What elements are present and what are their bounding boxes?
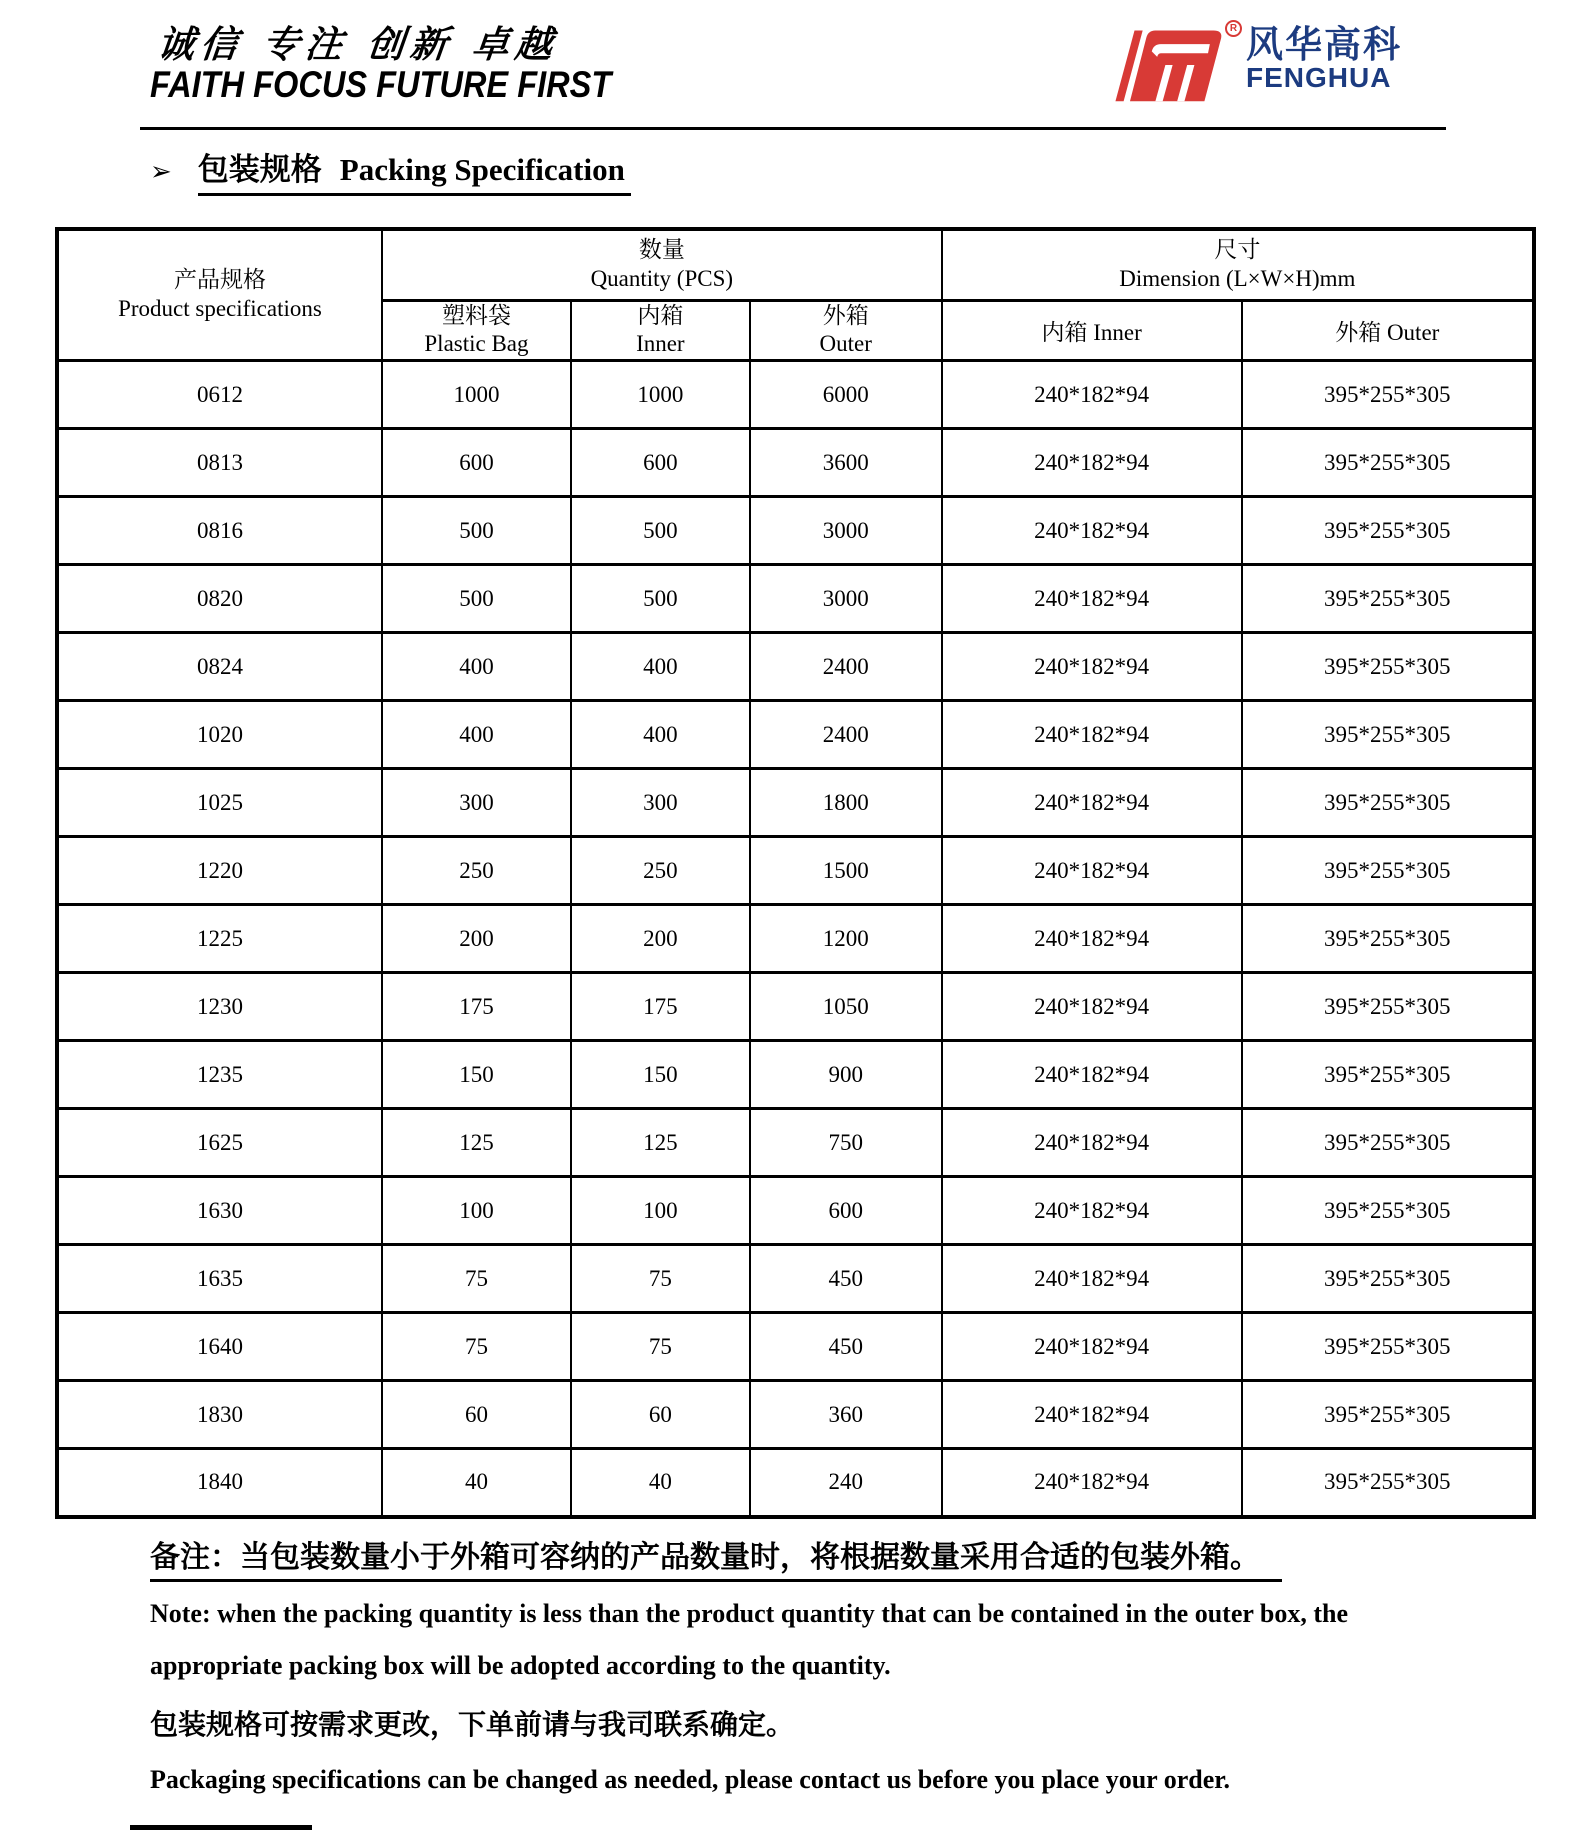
product-spec-cell: 0820 (57, 565, 382, 633)
section-title-chinese: 包装规格 (197, 152, 322, 187)
plastic-bag-qty-cell: 500 (382, 565, 571, 633)
slogan-chinese: 诚信 专注 创新 卓越 (155, 22, 561, 66)
product-spec-cell: 1020 (57, 701, 382, 769)
note-english-line3: Packaging specifications can be changed as needed, please contact us before you place your order. (150, 1764, 1230, 1794)
plastic-bag-qty-cell: 250 (382, 837, 571, 905)
plastic-bag-qty-cell: 200 (382, 905, 571, 973)
inner-dimension-cell: 240*182*94 (942, 701, 1242, 769)
product-spec-cell: 1230 (57, 973, 382, 1041)
outer-dimension-cell: 395*255*305 (1242, 905, 1534, 973)
table-body (57, 361, 1534, 1517)
col-group-quantity (382, 229, 942, 300)
logo-brand-chinese: 风华高科 (1246, 23, 1402, 66)
fenghua-logo-text (1246, 23, 1402, 93)
col-header-product-cn: 产品规格 (173, 267, 266, 293)
inner-qty-cell: 250 (571, 837, 750, 905)
outer-dimension-cell: 395*255*305 (1242, 429, 1534, 497)
product-spec-cell: 1830 (57, 1381, 382, 1449)
table-row (57, 1313, 1534, 1381)
product-spec-cell: 1625 (57, 1109, 382, 1177)
inner-dimension-cell: 240*182*94 (942, 1449, 1242, 1517)
outer-dimension-cell: 395*255*305 (1242, 1109, 1534, 1177)
inner-dimension-cell: 240*182*94 (942, 497, 1242, 565)
inner-dimension-cell: 240*182*94 (942, 429, 1242, 497)
table-row (57, 1245, 1534, 1313)
col-group-dimension-en: Dimension (L×W×H)mm (1119, 265, 1356, 291)
plastic-bag-qty-cell: 1000 (382, 361, 571, 429)
inner-qty-cell: 200 (571, 905, 750, 973)
fenghua-logo (1110, 23, 1402, 104)
outer-dimension-cell: 395*255*305 (1242, 837, 1534, 905)
product-spec-cell: 1630 (57, 1177, 382, 1245)
product-spec-cell: 1225 (57, 905, 382, 973)
outer-qty-cell: 600 (750, 1177, 942, 1245)
packing-specification-table (55, 227, 1536, 1519)
col-group-quantity-cn: 数量 (638, 237, 685, 262)
plastic-bag-qty-cell: 150 (382, 1041, 571, 1109)
col-group-dimension (942, 229, 1534, 300)
registered-trademark-icon: R (1225, 20, 1242, 37)
product-spec-cell: 0813 (57, 429, 382, 497)
col-header-plastic-bag (382, 300, 571, 361)
logo-brand-english: FENGHUA (1246, 62, 1392, 93)
product-spec-cell: 1635 (57, 1245, 382, 1313)
inner-dimension-cell: 240*182*94 (942, 1313, 1242, 1381)
inner-qty-cell: 75 (571, 1245, 750, 1313)
outer-dimension-cell: 395*255*305 (1242, 633, 1534, 701)
col-header-outer-qty (750, 300, 942, 361)
inner-qty-cell: 175 (571, 973, 750, 1041)
col-header-outer-qty-cn: 外箱 (822, 302, 869, 328)
outer-qty-cell: 3600 (750, 429, 942, 497)
note-chinese-secondary: 包装规格可按需求更改，下单前请与我司联系确定。 (150, 1707, 795, 1741)
product-spec-cell: 1640 (57, 1313, 382, 1381)
outer-qty-cell: 900 (750, 1041, 942, 1109)
inner-dimension-cell: 240*182*94 (942, 837, 1242, 905)
outer-dimension-cell: 395*255*305 (1242, 769, 1534, 837)
inner-dimension-cell: 240*182*94 (942, 565, 1242, 633)
outer-qty-cell: 6000 (750, 361, 942, 429)
fenghua-logo-icon (1110, 26, 1228, 104)
plastic-bag-qty-cell: 75 (382, 1313, 571, 1381)
col-group-dimension-cn: 尺寸 (1214, 237, 1261, 262)
outer-dimension-cell: 395*255*305 (1242, 1177, 1534, 1245)
inner-dimension-cell: 240*182*94 (942, 633, 1242, 701)
inner-dimension-cell: 240*182*94 (942, 769, 1242, 837)
col-header-outer-dimension: 外箱 Outer (1242, 300, 1534, 361)
table-row (57, 769, 1534, 837)
inner-qty-cell: 500 (571, 497, 750, 565)
slogan-english: FAITH FOCUS FUTURE FIRST (150, 64, 612, 105)
product-spec-cell: 0824 (57, 633, 382, 701)
outer-qty-cell: 1050 (750, 973, 942, 1041)
inner-dimension-cell: 240*182*94 (942, 905, 1242, 973)
outer-dimension-cell: 395*255*305 (1242, 1041, 1534, 1109)
note-chinese-main: 备注：当包装数量小于外箱可容纳的产品数量时，将根据数量采用合适的包装外箱。 (150, 1532, 1282, 1582)
outer-qty-cell: 3000 (750, 565, 942, 633)
inner-qty-cell: 500 (571, 565, 750, 633)
outer-qty-cell: 1500 (750, 837, 942, 905)
col-header-product-en: Product specifications (118, 296, 322, 321)
section-title-english: Packing Specification (339, 152, 625, 187)
section-title (150, 144, 1591, 200)
table-row (57, 1381, 1534, 1449)
table-row (57, 1041, 1534, 1109)
plastic-bag-qty-cell: 100 (382, 1177, 571, 1245)
outer-dimension-cell: 395*255*305 (1242, 701, 1534, 769)
inner-qty-cell: 400 (571, 701, 750, 769)
outer-qty-cell: 450 (750, 1245, 942, 1313)
inner-dimension-cell: 240*182*94 (942, 1381, 1242, 1449)
outer-dimension-cell: 395*255*305 (1242, 1381, 1534, 1449)
inner-qty-cell: 60 (571, 1381, 750, 1449)
arrow-bullet-icon: ➢ (150, 157, 172, 186)
table-row (57, 1109, 1534, 1177)
col-header-inner-qty-en: Inner (636, 331, 685, 357)
fenghua-logo-mark (1110, 23, 1238, 104)
outer-qty-cell: 3000 (750, 497, 942, 565)
outer-qty-cell: 1200 (750, 905, 942, 973)
table-row (57, 1177, 1534, 1245)
inner-dimension-cell: 240*182*94 (942, 1177, 1242, 1245)
col-header-outer-qty-en: Outer (819, 331, 872, 357)
plastic-bag-qty-cell: 500 (382, 497, 571, 565)
outer-qty-cell: 2400 (750, 701, 942, 769)
footer-divider (130, 1825, 312, 1830)
outer-dimension-cell: 395*255*305 (1242, 1313, 1534, 1381)
note-english-line1: Note: when the packing quantity is less than the product quantity that can be contained in the outer box, the (150, 1598, 1349, 1628)
outer-dimension-cell: 395*255*305 (1242, 361, 1534, 429)
table-row (57, 497, 1534, 565)
plastic-bag-qty-cell: 75 (382, 1245, 571, 1313)
inner-qty-cell: 400 (571, 633, 750, 701)
col-header-inner-qty-cn: 内箱 (637, 302, 684, 328)
plastic-bag-qty-cell: 60 (382, 1381, 571, 1449)
outer-qty-cell: 1800 (750, 769, 942, 837)
header-divider (140, 127, 1446, 130)
outer-qty-cell: 360 (750, 1381, 942, 1449)
page-header (0, 0, 1591, 127)
inner-qty-cell: 75 (571, 1313, 750, 1381)
plastic-bag-qty-cell: 400 (382, 633, 571, 701)
col-header-inner-qty (571, 300, 750, 361)
outer-dimension-cell: 395*255*305 (1242, 973, 1534, 1041)
outer-qty-cell: 240 (750, 1449, 942, 1517)
col-header-plastic-bag-en: Plastic Bag (424, 331, 529, 357)
product-spec-cell: 0816 (57, 497, 382, 565)
outer-dimension-cell: 395*255*305 (1242, 1449, 1534, 1517)
outer-dimension-cell: 395*255*305 (1242, 497, 1534, 565)
plastic-bag-qty-cell: 125 (382, 1109, 571, 1177)
product-spec-cell: 1025 (57, 769, 382, 837)
table-header-row-groups (57, 229, 1534, 300)
inner-dimension-cell: 240*182*94 (942, 1041, 1242, 1109)
table-row (57, 565, 1534, 633)
plastic-bag-qty-cell: 40 (382, 1449, 571, 1517)
col-header-plastic-bag-cn: 塑料袋 (441, 302, 511, 328)
plastic-bag-qty-cell: 400 (382, 701, 571, 769)
inner-qty-cell: 40 (571, 1449, 750, 1517)
table-row (57, 837, 1534, 905)
inner-qty-cell: 1000 (571, 361, 750, 429)
outer-qty-cell: 2400 (750, 633, 942, 701)
table-row (57, 361, 1534, 429)
inner-dimension-cell: 240*182*94 (942, 1245, 1242, 1313)
product-spec-cell: 1235 (57, 1041, 382, 1109)
table-row (57, 1449, 1534, 1517)
note-english-line2: appropriate packing box will be adopted according to the quantity. (150, 1650, 891, 1680)
table-row (57, 429, 1534, 497)
col-header-inner-dimension: 内箱 Inner (942, 300, 1242, 361)
table-row (57, 633, 1534, 701)
table-row (57, 701, 1534, 769)
outer-dimension-cell: 395*255*305 (1242, 1245, 1534, 1313)
inner-qty-cell: 100 (571, 1177, 750, 1245)
product-spec-cell: 1840 (57, 1449, 382, 1517)
plastic-bag-qty-cell: 175 (382, 973, 571, 1041)
outer-qty-cell: 750 (750, 1109, 942, 1177)
inner-qty-cell: 125 (571, 1109, 750, 1177)
plastic-bag-qty-cell: 600 (382, 429, 571, 497)
inner-dimension-cell: 240*182*94 (942, 1109, 1242, 1177)
table-row (57, 905, 1534, 973)
notes-section (150, 1532, 1591, 1795)
inner-dimension-cell: 240*182*94 (942, 361, 1242, 429)
table-row (57, 973, 1534, 1041)
outer-qty-cell: 450 (750, 1313, 942, 1381)
col-header-product-specifications (57, 229, 382, 361)
outer-dimension-cell: 395*255*305 (1242, 565, 1534, 633)
col-group-quantity-en: Quantity (PCS) (590, 265, 734, 291)
inner-dimension-cell: 240*182*94 (942, 973, 1242, 1041)
inner-qty-cell: 300 (571, 769, 750, 837)
product-spec-cell: 1220 (57, 837, 382, 905)
plastic-bag-qty-cell: 300 (382, 769, 571, 837)
product-spec-cell: 0612 (57, 361, 382, 429)
inner-qty-cell: 600 (571, 429, 750, 497)
inner-qty-cell: 150 (571, 1041, 750, 1109)
section-title-text (198, 144, 631, 196)
